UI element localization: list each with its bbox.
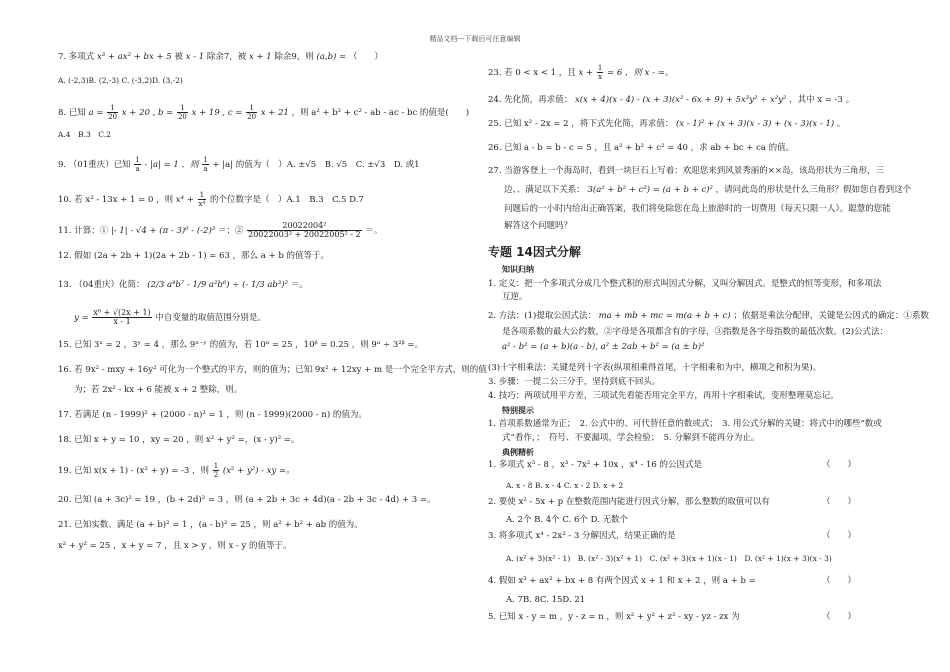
k5: 4. 技巧：两项试用平方差，三项试先看能否用完全平方，再用十字相乘试，变形整理莫忘记。 [488, 391, 839, 401]
q7-options: A. (-2,3)B. (2,-3) C. (-3,2)D. (3,-2) [58, 76, 183, 85]
q24: 24. 先化简，再求值： x(x + 4)(x - 4) - (x + 3)(x² - 6x + 9) + 5x³y² ÷ x²y² ，其中 x = -3 。 [488, 95, 855, 105]
q16-line1: 16. 若 9x² - mxy + 16y² 可化为一个整式的平方，则的值为；已知 9x² + 12xy + m 是一个完全平方式，则的值 [58, 365, 487, 375]
k1-line2: 互逆。 [502, 292, 528, 302]
q11: 11. 计算：① |- 1| - √4 + (π - 3)⁰ - (-2)³ ＝；② $\frac{\text{20022004²}}{\text{20022003² + 20022005² - 2}}$ ＝。 [58, 221, 383, 239]
e1: 1. 多项式 x³ - 8 ，x³ - 7x² + 10x ，x⁴ - 16 的公因式是 （ ） [488, 460, 856, 470]
q26: 26. 已知 a - b = b - c = 5 ，且 a² + b² + c² = 40 ，求 ab + bc + ca 的值。 [488, 143, 795, 153]
q10: 10. 若 x² - 13x + 1 = 0 ，则 x⁴ + $\frac{1}{\text{x⁴}}$ 的个位数字是（ ）A.1 B.3 C.5 D.7 [58, 191, 364, 208]
k3: (3)十字相乘法：关键是列十字表(纵项相乘得首尾，十字相乘和为中，横项之和积为果)。 [488, 363, 822, 373]
q8-options: A.4 B.3 C.2 [58, 130, 111, 139]
k1-line1: 1. 定义：把一个多项式分成几个整式积的形式叫因式分解，又叫分解因式。是整式的恒等变形，和多项法 [488, 279, 882, 289]
topic-title: 专题 14因式分解 [488, 245, 581, 259]
k2-line2: 是各项系数的最大公约数，②字母是各项都含有的字母，③指数是各字母指数的最低次数。(2)公式法： [502, 327, 889, 337]
page-header: 精品文档---下载后可任意编辑 [429, 35, 521, 43]
k2-line1: 2. 方法：(1)提取公因式法： ma + mb + mc = m(a + b + c) ；依据是乘法分配律，关键是公因式的确定：①系数 [488, 311, 929, 321]
q27-line1: 27. 当游客登上一个海岛时，看到一块巨石上写着：欢迎您来到风景秀丽的××岛，该岛形状为三角形，三 [488, 166, 884, 176]
t1-line2: 式”看作，； 符号、不要漏项，学会检验； 5. 分解到不能再分为止。 [502, 433, 760, 443]
right-column [488, 50, 929, 623]
q21-line1: 21. 已知实数、满足 (a + b)² = 1 ，(a - b)² = 25 ，则 a² + b² + ab 的值为。 [58, 520, 363, 530]
k4: 3. 步骤：一提二公三分手，坚持到底不回头。 [488, 377, 661, 387]
tips-heading: 特别提示 [502, 406, 534, 415]
q27-line2: 边、、满足以下关系： 3(a² + b² + c²) = (a + b + c)² ，请问此岛的形状是什么三角形？假如您自看到这个 [504, 185, 912, 195]
e3-options: A. (x² + 3)(x² - 1) B. (x² - 3)(x² + 1) C. (x² + 3)(x + 1)(x - 1) D. (x² + 1)(x + 3)(x - 3) [506, 554, 832, 563]
q21-line2: x² + y² = 25 ，x + y = 7 ，且 x > y ，则 x - y 的值等于。 [58, 541, 292, 551]
q20: 20. 已知 (a + 3c)² = 19 ，(b + 2d)² = 3 ，则 (a + 2b + 3c + 4d)(a - 2b + 3c - 4d) + 3 =。 [58, 495, 436, 505]
q18: 18. 已知 x + y = 10 ，xy = 20 ，则 x² + y² =，(x - y)² =。 [58, 435, 300, 445]
e1-options: A. x - 8 B. x - 4 C. x - 2 D. x + 2 [506, 481, 624, 490]
e2-options: A. 2个 B. 4个 C. 6个 D. 无数个 [506, 515, 629, 525]
q8: 8. 已知 a = $\frac{1}{20}$ x + 20 , b = $\frac{1}{20}$ x + 19 , c = $\frac{1}{20}$ x + 21 ，则 a² + b² + c² - ab - ac - bc 的值是( ) [58, 104, 470, 121]
examples-heading: 典例精析 [502, 448, 534, 457]
q27-line4: 解答这个问题吗？ [504, 221, 573, 231]
q16-line2: 为；若 2x² - kx + 6 能被 x + 2 整除，则。 [74, 385, 243, 395]
e4: 4. 假如 x³ + ax² + bx + 8 有两个因式 x + 1 和 x + 2 ，则 a + b = （ ） [488, 576, 856, 586]
q9: 9. （01重庆）已知 $\frac{1}{a}$ - |a| = 1 ，则 $\frac{1}{a}$ + |a| 的值为（ ）A. ±√5 B. √5 C. ±√3 D. 或1 [58, 156, 420, 173]
knowledge-heading: 知识归纳 [502, 265, 534, 274]
q15: 15. 已知 3ˣ = 2 ，3ʸ = 4 ，那么 9ˣ⁻ʸ 的值为，若 10ᵅ = 25 ，10ᵝ = 0.25 ，则 9ᵅ ÷ 3²ᵝ =。 [58, 340, 423, 350]
e4-options: A. 7B. 8C. 15D. 21 [506, 595, 586, 605]
t1-line1: 1. 首项系数通常为正； 2. 公式中的、可代替任意的数或式； 3. 用公式分解的关键：将式中的哪些“数或 [488, 419, 882, 429]
q25: 25. 已知 x² - 2x = 2 ，将下式先化简，再求值： (x - 1)² + (x + 3)(x - 3) + (x - 3)(x - 1) 。 [488, 119, 846, 129]
q12: 12. 假如 (2a + 2b + 1)(2a + 2b - 1) = 63 ，那么 a + b 的值等于。 [58, 251, 329, 261]
e5: 5. 已知 x - y = m ，y - z = n ，则 x² + y² + z² - xy - yz - zx 为 （ ） [488, 612, 856, 622]
q19: 19. 已知 x(x + 1) - (x² + y) = -3 ，则 $\frac{1}{2}$ (x² + y²) - xy =。 [58, 462, 295, 479]
q13: 13. （04重庆）化简： (2/3 a⁴b⁷ - 1/9 a²b⁶) ÷ (- 1/3 ab³)² ＝。 [58, 280, 308, 290]
q27-line3: 问题后的一小时内给出正确答案，我们将免除您在岛上旅游时的一切费用（每天只限一人）。聪慧的您能 [504, 204, 891, 214]
q7: 7. 多项式 x³ + ax² + bx + 5 被 x - 1 除余7，被 x + 1 除余9，则 (a,b) = （ ） [58, 52, 383, 62]
e2: 2. 要使 x² - 5x + p 在整数范围内能进行因式分解，那么整数的取值可以有 （ ） [488, 497, 856, 507]
left-column [58, 50, 487, 552]
e3: 3. 将多项式 x⁴ - 2x² - 3 分解因式，结果正确的是 （ ） [488, 531, 856, 541]
k2-line3: a² - b² = (a + b)(a - b), a² ± 2ab + b² = (a ± b)² [502, 342, 705, 352]
q17: 17. 若满足 (n - 1999)² + (2000 - n)² = 1 ，则 (n - 1999)(2000 - n) 的值为。 [58, 410, 367, 420]
q23: 23. 若 0 < x < 1 ，且 x + $\frac{1}{x}$ = 6 ，则 x - =。 [488, 64, 674, 81]
q14: y = $\frac{\text{x⁰ + √(2x + 1)}}{x - 1}$ 中自变量的取值范围分别是。 [74, 308, 266, 326]
